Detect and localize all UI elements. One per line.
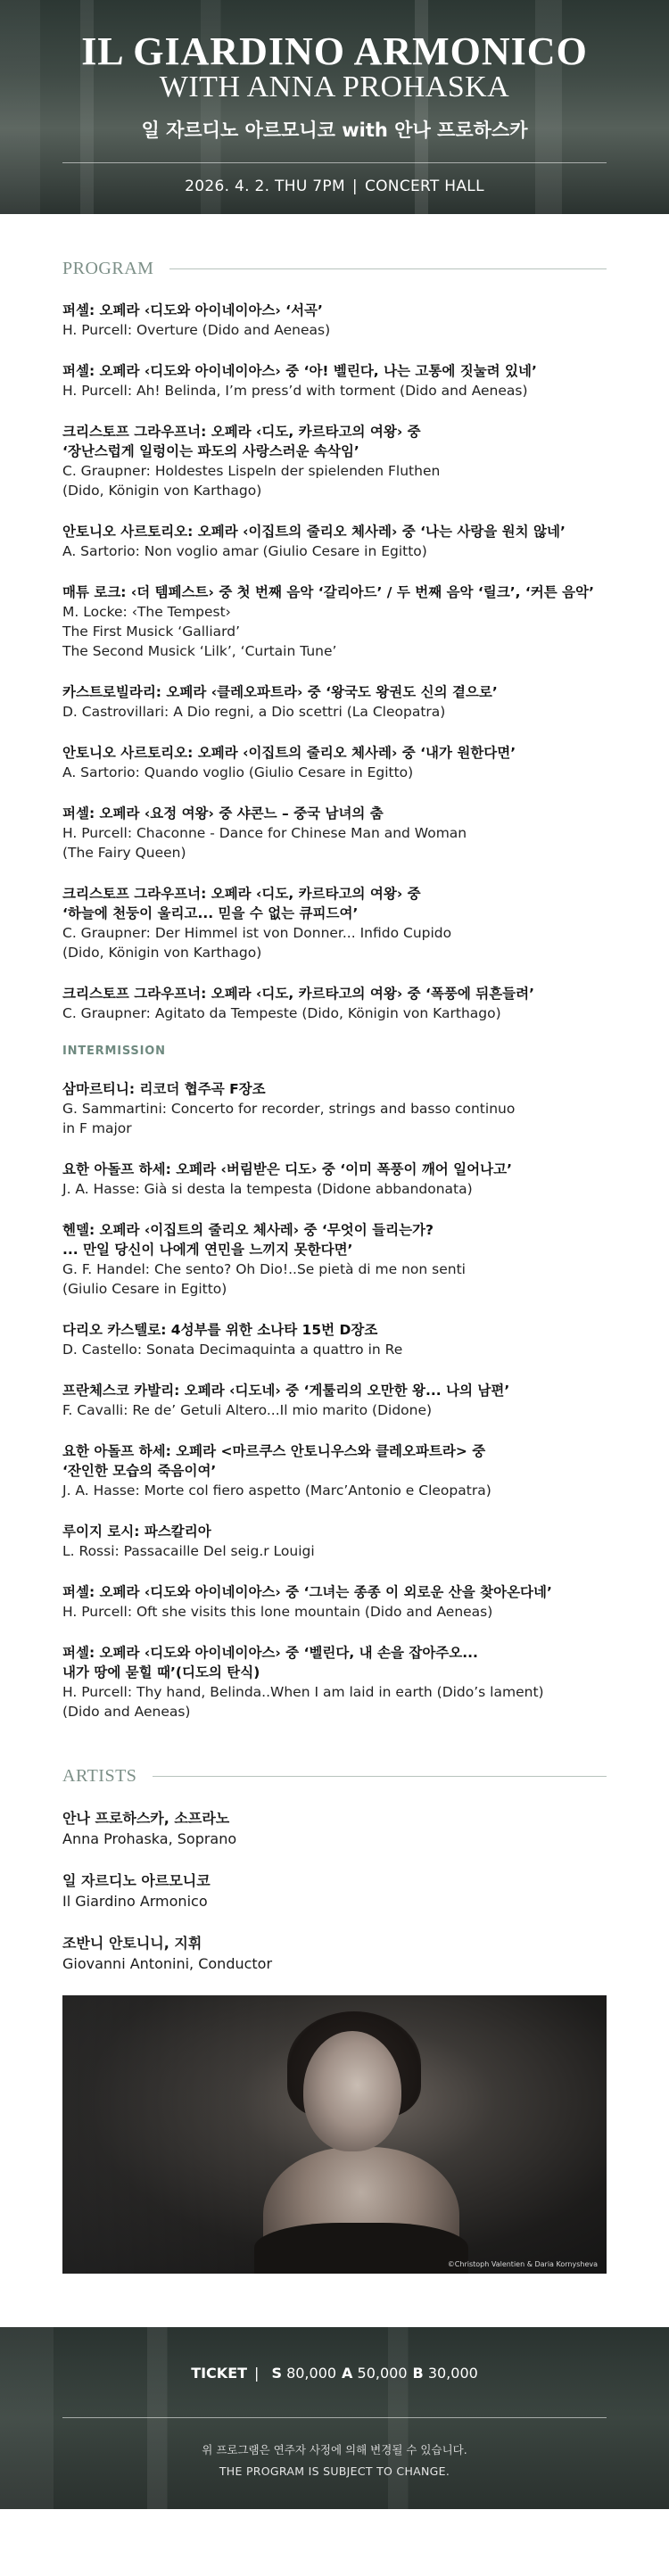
piece-title-english: H. Purcell: Overture (Dido and Aeneas) <box>62 322 331 338</box>
piece-title-korean: 루이지 로시: 파스칼리아 <box>62 1523 211 1540</box>
piece-title-korean: 헨델: 오페라 ‹이집트의 줄리오 체사레› 중 ‘무엇이 들리는가? <box>62 1222 434 1238</box>
piece-title-korean: 크리스토프 그라우프너: 오페라 ‹디도, 카르타고의 여왕› 중 <box>62 424 421 440</box>
piece-title-korean: 매튜 로크: ‹더 템페스트› 중 첫 번째 음악 ‘갈리아드’ / 두 번째 음악 ‘릴크’, ‘커튼 음악’ <box>62 584 594 600</box>
artist-name-english: Il Giardino Armonico <box>62 1893 208 1910</box>
piece-title-english: (Dido, Königin von Karthago) <box>62 483 262 499</box>
concert-date-venue <box>0 178 669 195</box>
piece-title-english: H. Purcell: Oft she visits this lone mountain (Dido and Aeneas) <box>62 1604 493 1620</box>
header-divider <box>62 162 607 163</box>
piece-title-korean: ‘잔인한 모습의 죽음이여’ <box>62 1463 217 1479</box>
ticket-grade: B <box>412 2365 424 2382</box>
photo-mist <box>62 1995 294 2274</box>
piece-title-korean: 다리오 카스텔로: 4성부를 위한 소나타 15번 D장조 <box>62 1322 378 1338</box>
ticket-footer <box>0 2327 669 2509</box>
piece-title-english: (Dido and Aeneas) <box>62 1704 191 1720</box>
artist-name-english: Anna Prohaska, Soprano <box>62 1830 237 1847</box>
piece-title-english: L. Rossi: Passacaille Del seig.r Louigi <box>62 1543 315 1559</box>
concert-venue: CONCERT HALL <box>364 178 484 195</box>
piece-title-korean: 안토니오 사르토리오: 오페라 ‹이집트의 줄리오 체사레› 중 ‘내가 원한다면’ <box>62 745 516 761</box>
date-separator: | <box>351 178 358 195</box>
piece-title-english: (Giulio Cesare in Egitto) <box>62 1281 227 1297</box>
program-piece <box>62 1441 607 1500</box>
ticket-grade: A <box>342 2365 353 2382</box>
ticket-label: TICKET <box>191 2365 248 2382</box>
photo-figure-face <box>303 2031 401 2151</box>
program-piece <box>62 582 607 661</box>
piece-title-english: M. Locke: ‹The Tempest› <box>62 604 231 620</box>
program-piece <box>62 1582 607 1622</box>
piece-title-korean: ... 만일 당신이 나에게 연민을 느끼지 못한다면’ <box>62 1242 353 1258</box>
artist-name-english: Giovanni Antonini, Conductor <box>62 1955 273 1972</box>
program-piece <box>62 984 607 1023</box>
soprano-photo <box>62 1995 607 2274</box>
program-heading <box>62 259 607 279</box>
piece-title-korean: 퍼셀: 오페라 ‹디도와 아이네이아스› 중 ‘벨린다, 내 손을 잡아주오... <box>62 1645 478 1661</box>
piece-title-korean: 퍼셀: 오페라 ‹요정 여왕› 중 샤콘느 – 중국 남녀의 춤 <box>62 805 384 822</box>
piece-title-english: G. F. Handel: Che sento? Oh Dio!..Se pietà di me non senti <box>62 1261 466 1277</box>
piece-title-english: J. A. Hasse: Già si desta la tempesta (Didone abbandonata) <box>62 1181 473 1197</box>
piece-title-english: A. Sartorio: Quando voglio (Giulio Cesare in Egitto) <box>62 764 414 780</box>
piece-title-english: (Dido, Königin von Karthago) <box>62 945 262 961</box>
artists-heading-rule <box>153 1776 607 1777</box>
piece-title-english: F. Cavalli: Re de’ Getuli Altero...Il mio marito (Didone) <box>62 1402 433 1418</box>
artists-heading-label: ARTISTS <box>62 1766 137 1786</box>
artist-item <box>62 1933 607 1974</box>
artist-name-korean: 조반니 안토니니, 지휘 <box>62 1935 202 1952</box>
piece-title-korean: ‘하늘에 천둥이 울리고... 믿을 수 없는 큐피드여’ <box>62 905 359 921</box>
program-piece <box>62 743 607 782</box>
piece-title-korean: 크리스토프 그라우프너: 오페라 ‹디도, 카르타고의 여왕› 중 <box>62 886 421 902</box>
program-piece <box>62 1643 607 1721</box>
program-piece <box>62 804 607 863</box>
artist-item <box>62 1870 607 1911</box>
program-piece <box>62 1522 607 1561</box>
piece-title-korean: 카스트로빌라리: 오페라 ‹클레오파트라› 중 ‘왕국도 왕권도 신의 곁으로’ <box>62 684 498 700</box>
ticket-price: 30,000 <box>427 2365 478 2382</box>
program-piece <box>62 1079 607 1138</box>
photo-credit: ©Christoph Valentien & Daria Kornysheva <box>447 2260 598 2268</box>
piece-title-korean: 삼마르티니: 리코더 협주곡 F장조 <box>62 1081 266 1097</box>
piece-title-korean: 퍼셀: 오페라 ‹디도와 아이네이아스› 중 ‘아! 벨린다, 나는 고통에 짓눌려 있네’ <box>62 363 537 379</box>
program-piece <box>62 361 607 400</box>
piece-title-english: H. Purcell: Thy hand, Belinda..When I am laid in earth (Dido’s lament) <box>62 1684 544 1700</box>
piece-title-english: C. Graupner: Der Himmel ist von Donner... Infido Cupido <box>62 925 452 941</box>
ticket-price: 50,000 <box>357 2365 408 2382</box>
piece-title-korean: ‘장난스럽게 일렁이는 파도의 사랑스러운 속삭임’ <box>62 443 359 459</box>
piece-title-english: H. Purcell: Ah! Belinda, I’m press’d with torment (Dido and Aeneas) <box>62 383 528 399</box>
piece-title-korean: 요한 아돌프 하세: 오페라 ‹버림받은 디도› 중 ‘이미 폭풍이 깨어 일어나고’ <box>62 1161 512 1177</box>
piece-title-english: (The Fairy Queen) <box>62 845 186 861</box>
artist-name-korean: 일 자르디노 아르모니코 <box>62 1872 211 1889</box>
piece-title-korean: 요한 아돌프 하세: 오페라 <마르쿠스 안토니우스와 클레오파트라> 중 <box>62 1443 486 1459</box>
program-heading-label: PROGRAM <box>62 259 154 278</box>
concert-title-korean: 일 자르디노 아르모니코 with 안나 프로하스카 <box>141 120 528 141</box>
piece-title-english: H. Purcell: Chaconne - Dance for Chinese Man and Woman <box>62 825 467 841</box>
piece-title-korean: 내가 땅에 묻힐 때’(디도의 탄식) <box>62 1664 260 1680</box>
program-part-2 <box>62 1079 607 1721</box>
piece-title-english: The First Musick ‘Galliard’ <box>62 623 241 640</box>
piece-title-english: The Second Musick ‘Lilk’, ‘Curtain Tune’ <box>62 643 337 659</box>
ticket-price: 80,000 <box>286 2365 337 2382</box>
piece-title-korean: 퍼셀: 오페라 ‹디도와 아이네이아스› 중 ‘그녀는 종종 이 외로운 산을 찾아온다네’ <box>62 1584 552 1600</box>
program-section <box>0 259 669 1721</box>
artists-heading <box>62 1766 607 1787</box>
hero-banner <box>0 0 669 214</box>
program-piece <box>62 522 607 561</box>
ticket-separator: | <box>254 2365 260 2382</box>
piece-title-english: J. A. Hasse: Morte col fiero aspetto (Marc’Antonio e Cleopatra) <box>62 1482 491 1499</box>
footer-divider <box>62 2417 607 2418</box>
program-part-1 <box>62 301 607 1023</box>
program-piece <box>62 1220 607 1299</box>
piece-title-english: G. Sammartini: Concerto for recorder, strings and basso continuo <box>62 1101 516 1117</box>
notice-korean: 위 프로그램은 연주자 사정에 의해 변경될 수 있습니다. <box>202 2443 467 2456</box>
concert-date: 2026. 4. 2. THU 7PM <box>185 178 345 195</box>
concert-title: IL GIARDINO ARMONICO <box>81 29 588 73</box>
program-piece <box>62 422 607 500</box>
notice-english: THE PROGRAM IS SUBJECT TO CHANGE. <box>219 2465 450 2478</box>
piece-title-korean: 크리스토프 그라우프너: 오페라 ‹디도, 카르타고의 여왕› 중 ‘폭풍에 뒤흔들려’ <box>62 986 535 1002</box>
intermission-label: INTERMISSION <box>62 1044 166 1058</box>
ticket-grade: S <box>271 2365 282 2382</box>
artist-name-korean: 안나 프로하스카, 소프라노 <box>62 1810 230 1827</box>
piece-title-english: C. Graupner: Holdestes Lispeln der spielenden Fluthen <box>62 463 441 479</box>
piece-title-korean: 안토니오 사르토리오: 오페라 ‹이집트의 줄리오 체사레› 중 ‘나는 사랑을 원치 않네’ <box>62 524 566 540</box>
photo-figure-dress <box>254 2223 468 2274</box>
piece-title-english: A. Sartorio: Non voglio amar (Giulio Cesare in Egitto) <box>62 543 427 559</box>
artist-item <box>62 1808 607 1849</box>
program-piece <box>62 682 607 722</box>
piece-title-english: D. Castello: Sonata Decimaquinta a quattro in Re <box>62 1342 403 1358</box>
piece-title-english: in F major <box>62 1120 132 1136</box>
piece-title-english: D. Castrovillari: A Dio regni, a Dio scettri (La Cleopatra) <box>62 704 446 720</box>
piece-title-english: C. Graupner: Agitato da Tempeste (Dido, Königin von Karthago) <box>62 1005 501 1021</box>
program-piece <box>62 1160 607 1199</box>
program-piece <box>62 1320 607 1359</box>
program-piece <box>62 1381 607 1420</box>
program-piece <box>62 301 607 340</box>
artists-section <box>0 1766 669 1974</box>
program-piece <box>62 884 607 962</box>
program-heading-rule <box>169 268 607 269</box>
ticket-prices <box>0 2365 669 2382</box>
piece-title-korean: 프란체스코 카발리: 오페라 ‹디도네› 중 ‘게툴리의 오만한 왕... 나의 남편’ <box>62 1383 510 1399</box>
concert-subtitle: WITH ANNA PROHASKA <box>159 70 510 103</box>
piece-title-korean: 퍼셀: 오페라 ‹디도와 아이네이아스› ‘서곡’ <box>62 302 323 318</box>
